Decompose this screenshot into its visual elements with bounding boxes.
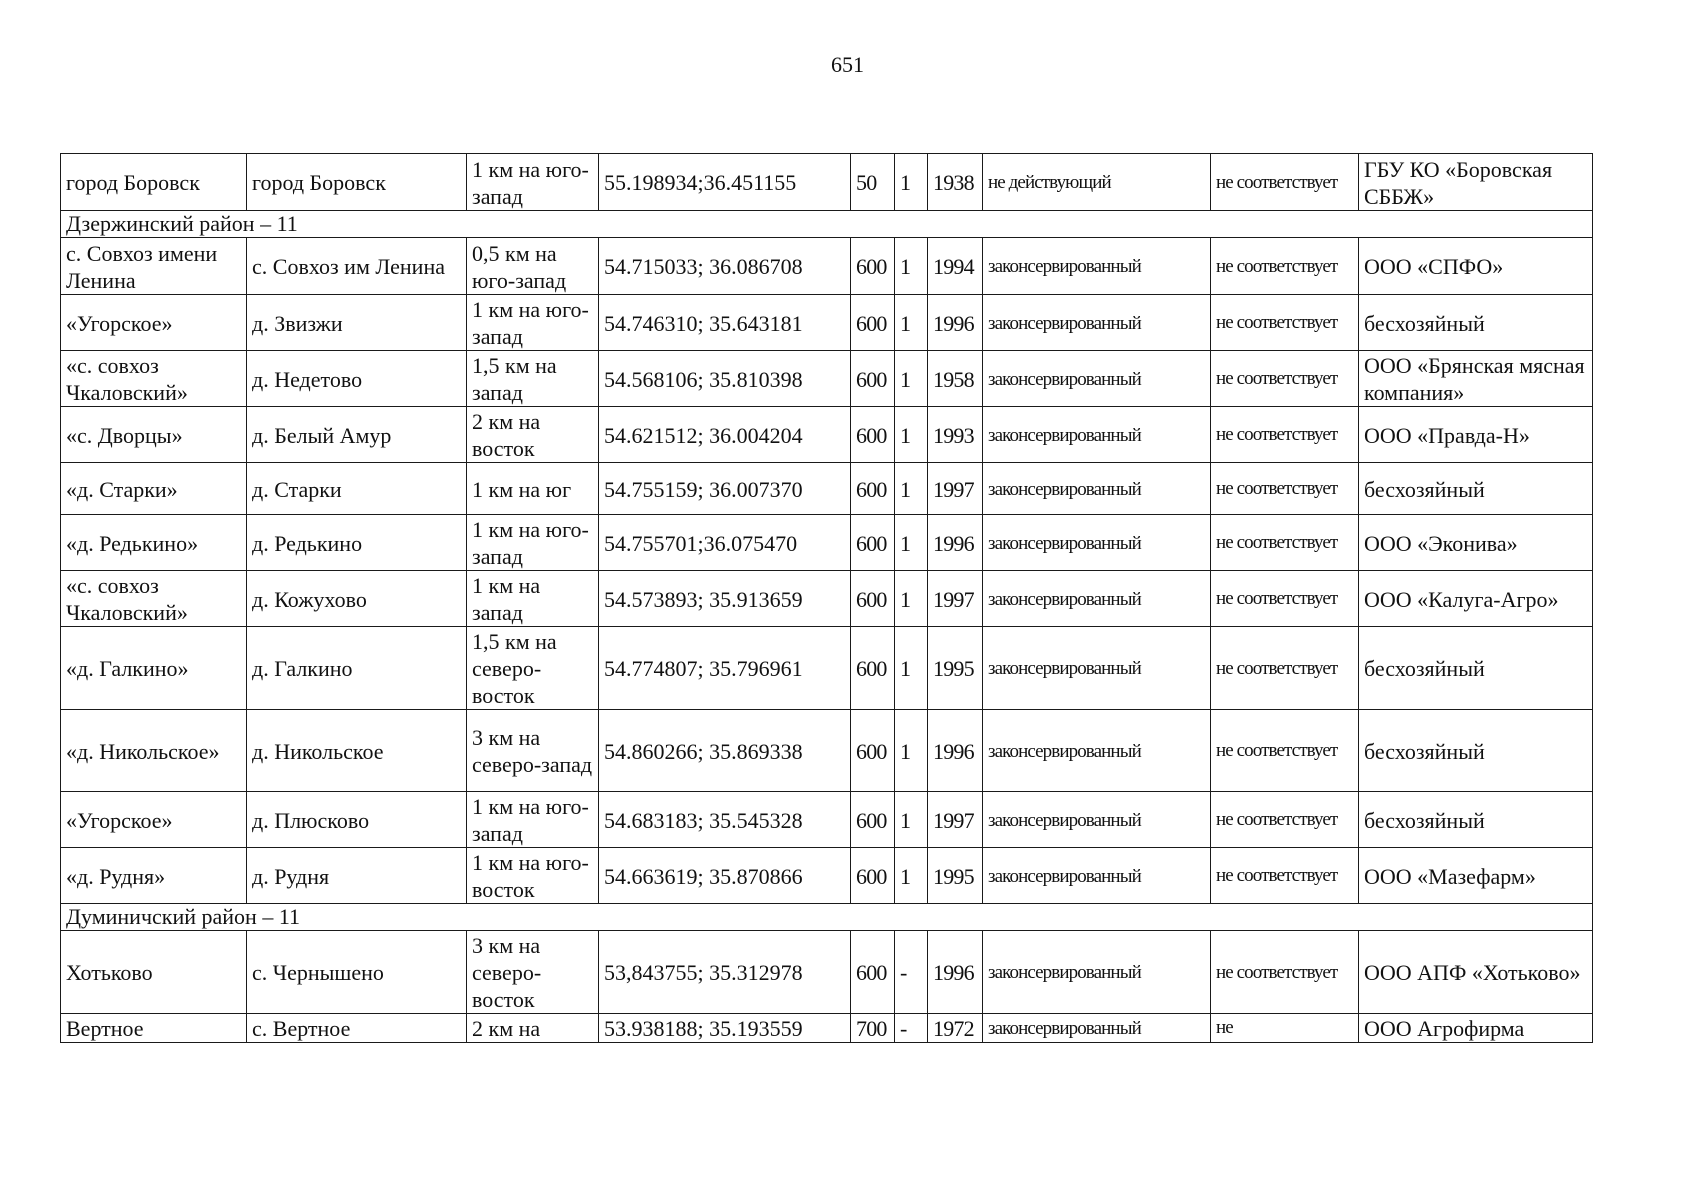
table-row <box>61 154 1593 211</box>
cell-status: законсервированный <box>983 571 1211 627</box>
cell-status: законсервированный <box>983 710 1211 792</box>
cell-coords: 54.683183; 35.545328 <box>599 792 851 848</box>
section-row <box>61 904 1593 931</box>
cell-count: 1 <box>895 295 928 351</box>
cell-depth: 600 <box>851 351 895 407</box>
cell-compliance: не соответствует <box>1211 931 1359 1014</box>
cell-settlement: «с. Дворцы» <box>61 407 247 463</box>
cell-locality: д. Рудня <box>247 848 467 904</box>
cell-year: 1996 <box>928 295 983 351</box>
cell-settlement: «д. Старки» <box>61 463 247 515</box>
cell-year: 1938 <box>928 154 983 211</box>
table-row <box>61 848 1593 904</box>
cell-status: законсервированный <box>983 931 1211 1014</box>
cell-compliance: не соответствует <box>1211 515 1359 571</box>
cell-locality: д. Редькино <box>247 515 467 571</box>
cell-status: не действующий <box>983 154 1211 211</box>
cell-settlement: «с. совхоз Чкаловский» <box>61 571 247 627</box>
cell-depth: 600 <box>851 931 895 1014</box>
cell-settlement: город Боровск <box>61 154 247 211</box>
cell-compliance: не соответствует <box>1211 154 1359 211</box>
cell-locality: с. Совхоз им Ленина <box>247 238 467 295</box>
cell-year: 1972 <box>928 1014 983 1043</box>
cell-compliance: не соответствует <box>1211 792 1359 848</box>
cell-owner: ООО «Брянская мясная компания» <box>1359 351 1593 407</box>
cell-depth: 600 <box>851 407 895 463</box>
cell-compliance: не соответствует <box>1211 710 1359 792</box>
cell-owner: ООО «Калуга-Агро» <box>1359 571 1593 627</box>
cell-locality: д. Никольское <box>247 710 467 792</box>
cell-year: 1996 <box>928 931 983 1014</box>
cell-settlement: с. Совхоз имени Ленина <box>61 238 247 295</box>
cell-settlement: Вертное <box>61 1014 247 1043</box>
cell-direction: 3 км на северо-восток <box>467 931 599 1014</box>
cell-year: 1995 <box>928 627 983 710</box>
cell-owner: ООО «Эконива» <box>1359 515 1593 571</box>
table-row <box>61 407 1593 463</box>
cell-owner: бесхозяйный <box>1359 295 1593 351</box>
cell-locality: д. Галкино <box>247 627 467 710</box>
cell-depth: 600 <box>851 295 895 351</box>
table-row <box>61 931 1593 1014</box>
cell-locality: д. Белый Амур <box>247 407 467 463</box>
cell-settlement: Хотьково <box>61 931 247 1014</box>
cell-direction: 1 км на юго-запад <box>467 792 599 848</box>
cell-compliance: не соответствует <box>1211 463 1359 515</box>
cell-coords: 53.938188; 35.193559 <box>599 1014 851 1043</box>
cell-count: 1 <box>895 351 928 407</box>
cell-depth: 600 <box>851 463 895 515</box>
cell-direction: 3 км на северо-запад <box>467 710 599 792</box>
cell-depth: 600 <box>851 571 895 627</box>
cell-status: законсервированный <box>983 792 1211 848</box>
cell-count: 1 <box>895 792 928 848</box>
cell-settlement: «д. Редькино» <box>61 515 247 571</box>
cell-direction: 1 км на запад <box>467 571 599 627</box>
table-row <box>61 463 1593 515</box>
cell-locality: д. Звизжи <box>247 295 467 351</box>
cell-status: законсервированный <box>983 463 1211 515</box>
cell-locality: д. Недетово <box>247 351 467 407</box>
cell-locality: д. Старки <box>247 463 467 515</box>
cell-locality: с. Чернышено <box>247 931 467 1014</box>
cell-status: законсервированный <box>983 407 1211 463</box>
cell-direction: 1 км на юг <box>467 463 599 515</box>
cell-compliance: не соответствует <box>1211 351 1359 407</box>
cell-depth: 600 <box>851 848 895 904</box>
cell-coords: 54.774807; 35.796961 <box>599 627 851 710</box>
cell-direction: 1 км на юго-запад <box>467 295 599 351</box>
table-body <box>61 154 1593 1043</box>
cell-settlement: «Угорское» <box>61 792 247 848</box>
cell-settlement: «д. Никольское» <box>61 710 247 792</box>
section-title: Дзержинский район – 11 <box>61 211 1593 238</box>
cell-year: 1993 <box>928 407 983 463</box>
cell-coords: 54.573893; 35.913659 <box>599 571 851 627</box>
cell-count: - <box>895 1014 928 1043</box>
cell-owner: ООО Агрофирма <box>1359 1014 1593 1043</box>
cell-compliance: не соответствует <box>1211 238 1359 295</box>
cell-locality: д. Кожухово <box>247 571 467 627</box>
cell-direction: 0,5 км на юго-запад <box>467 238 599 295</box>
cell-direction: 1 км на юго-запад <box>467 515 599 571</box>
cell-year: 1996 <box>928 515 983 571</box>
cell-coords: 54.755159; 36.007370 <box>599 463 851 515</box>
cell-year: 1997 <box>928 571 983 627</box>
cell-coords: 54.860266; 35.869338 <box>599 710 851 792</box>
cell-depth: 600 <box>851 515 895 571</box>
cell-count: 1 <box>895 710 928 792</box>
cell-direction: 1 км на юго-запад <box>467 154 599 211</box>
cell-settlement: «с. совхоз Чкаловский» <box>61 351 247 407</box>
cell-year: 1995 <box>928 848 983 904</box>
cell-settlement: «Угорское» <box>61 295 247 351</box>
cell-compliance: не соответствует <box>1211 848 1359 904</box>
cell-coords: 54.755701;36.075470 <box>599 515 851 571</box>
cell-owner: ООО «Правда-Н» <box>1359 407 1593 463</box>
cell-owner: бесхозяйный <box>1359 463 1593 515</box>
cell-coords: 54.621512; 36.004204 <box>599 407 851 463</box>
cell-coords: 54.746310; 35.643181 <box>599 295 851 351</box>
cell-count: 1 <box>895 515 928 571</box>
cell-owner: ООО АПФ «Хотьково» <box>1359 931 1593 1014</box>
cell-coords: 55.198934;36.451155 <box>599 154 851 211</box>
cell-coords: 53,843755; 35.312978 <box>599 931 851 1014</box>
cell-depth: 600 <box>851 238 895 295</box>
wells-table <box>60 153 1593 1043</box>
cell-owner: ООО «Мазефарм» <box>1359 848 1593 904</box>
cell-depth: 700 <box>851 1014 895 1043</box>
cell-count: 1 <box>895 463 928 515</box>
cell-locality: д. Плюсково <box>247 792 467 848</box>
cell-count: 1 <box>895 238 928 295</box>
cell-coords: 54.663619; 35.870866 <box>599 848 851 904</box>
cell-owner: ООО «СПФО» <box>1359 238 1593 295</box>
table-row <box>61 571 1593 627</box>
cell-status: законсервированный <box>983 238 1211 295</box>
cell-locality: город Боровск <box>247 154 467 211</box>
cell-compliance: не соответствует <box>1211 571 1359 627</box>
cell-compliance: не соответствует <box>1211 295 1359 351</box>
cell-count: - <box>895 931 928 1014</box>
cell-compliance: не соответствует <box>1211 407 1359 463</box>
cell-direction: 2 км на <box>467 1014 599 1043</box>
cell-year: 1997 <box>928 792 983 848</box>
cell-status: законсервированный <box>983 515 1211 571</box>
cell-status: законсервированный <box>983 1014 1211 1043</box>
cell-depth: 600 <box>851 710 895 792</box>
table-row <box>61 515 1593 571</box>
cell-year: 1996 <box>928 710 983 792</box>
cell-depth: 50 <box>851 154 895 211</box>
table-row <box>61 1014 1593 1043</box>
cell-year: 1994 <box>928 238 983 295</box>
table-row <box>61 627 1593 710</box>
cell-count: 1 <box>895 848 928 904</box>
table-row <box>61 295 1593 351</box>
cell-direction: 1 км на юго-восток <box>467 848 599 904</box>
cell-direction: 1,5 км на северо-восток <box>467 627 599 710</box>
cell-settlement: «д. Галкино» <box>61 627 247 710</box>
cell-coords: 54.568106; 35.810398 <box>599 351 851 407</box>
cell-depth: 600 <box>851 627 895 710</box>
section-title: Думиничский район – 11 <box>61 904 1593 931</box>
cell-compliance: не <box>1211 1014 1359 1043</box>
cell-count: 1 <box>895 407 928 463</box>
table-row <box>61 351 1593 407</box>
cell-count: 1 <box>895 627 928 710</box>
cell-count: 1 <box>895 571 928 627</box>
table-row <box>61 238 1593 295</box>
cell-count: 1 <box>895 154 928 211</box>
cell-compliance: не соответствует <box>1211 627 1359 710</box>
cell-depth: 600 <box>851 792 895 848</box>
cell-owner: ГБУ КО «Боровская СББЖ» <box>1359 154 1593 211</box>
table-row <box>61 792 1593 848</box>
cell-coords: 54.715033; 36.086708 <box>599 238 851 295</box>
cell-owner: бесхозяйный <box>1359 627 1593 710</box>
cell-status: законсервированный <box>983 295 1211 351</box>
cell-direction: 2 км на восток <box>467 407 599 463</box>
cell-owner: бесхозяйный <box>1359 710 1593 792</box>
cell-settlement: «д. Рудня» <box>61 848 247 904</box>
cell-locality: с. Вертное <box>247 1014 467 1043</box>
cell-year: 1997 <box>928 463 983 515</box>
cell-year: 1958 <box>928 351 983 407</box>
cell-direction: 1,5 км на запад <box>467 351 599 407</box>
page-number: 651 <box>831 52 864 77</box>
cell-owner: бесхозяйный <box>1359 792 1593 848</box>
cell-status: законсервированный <box>983 848 1211 904</box>
cell-status: законсервированный <box>983 627 1211 710</box>
cell-status: законсервированный <box>983 351 1211 407</box>
table-row <box>61 710 1593 792</box>
section-row <box>61 211 1593 238</box>
